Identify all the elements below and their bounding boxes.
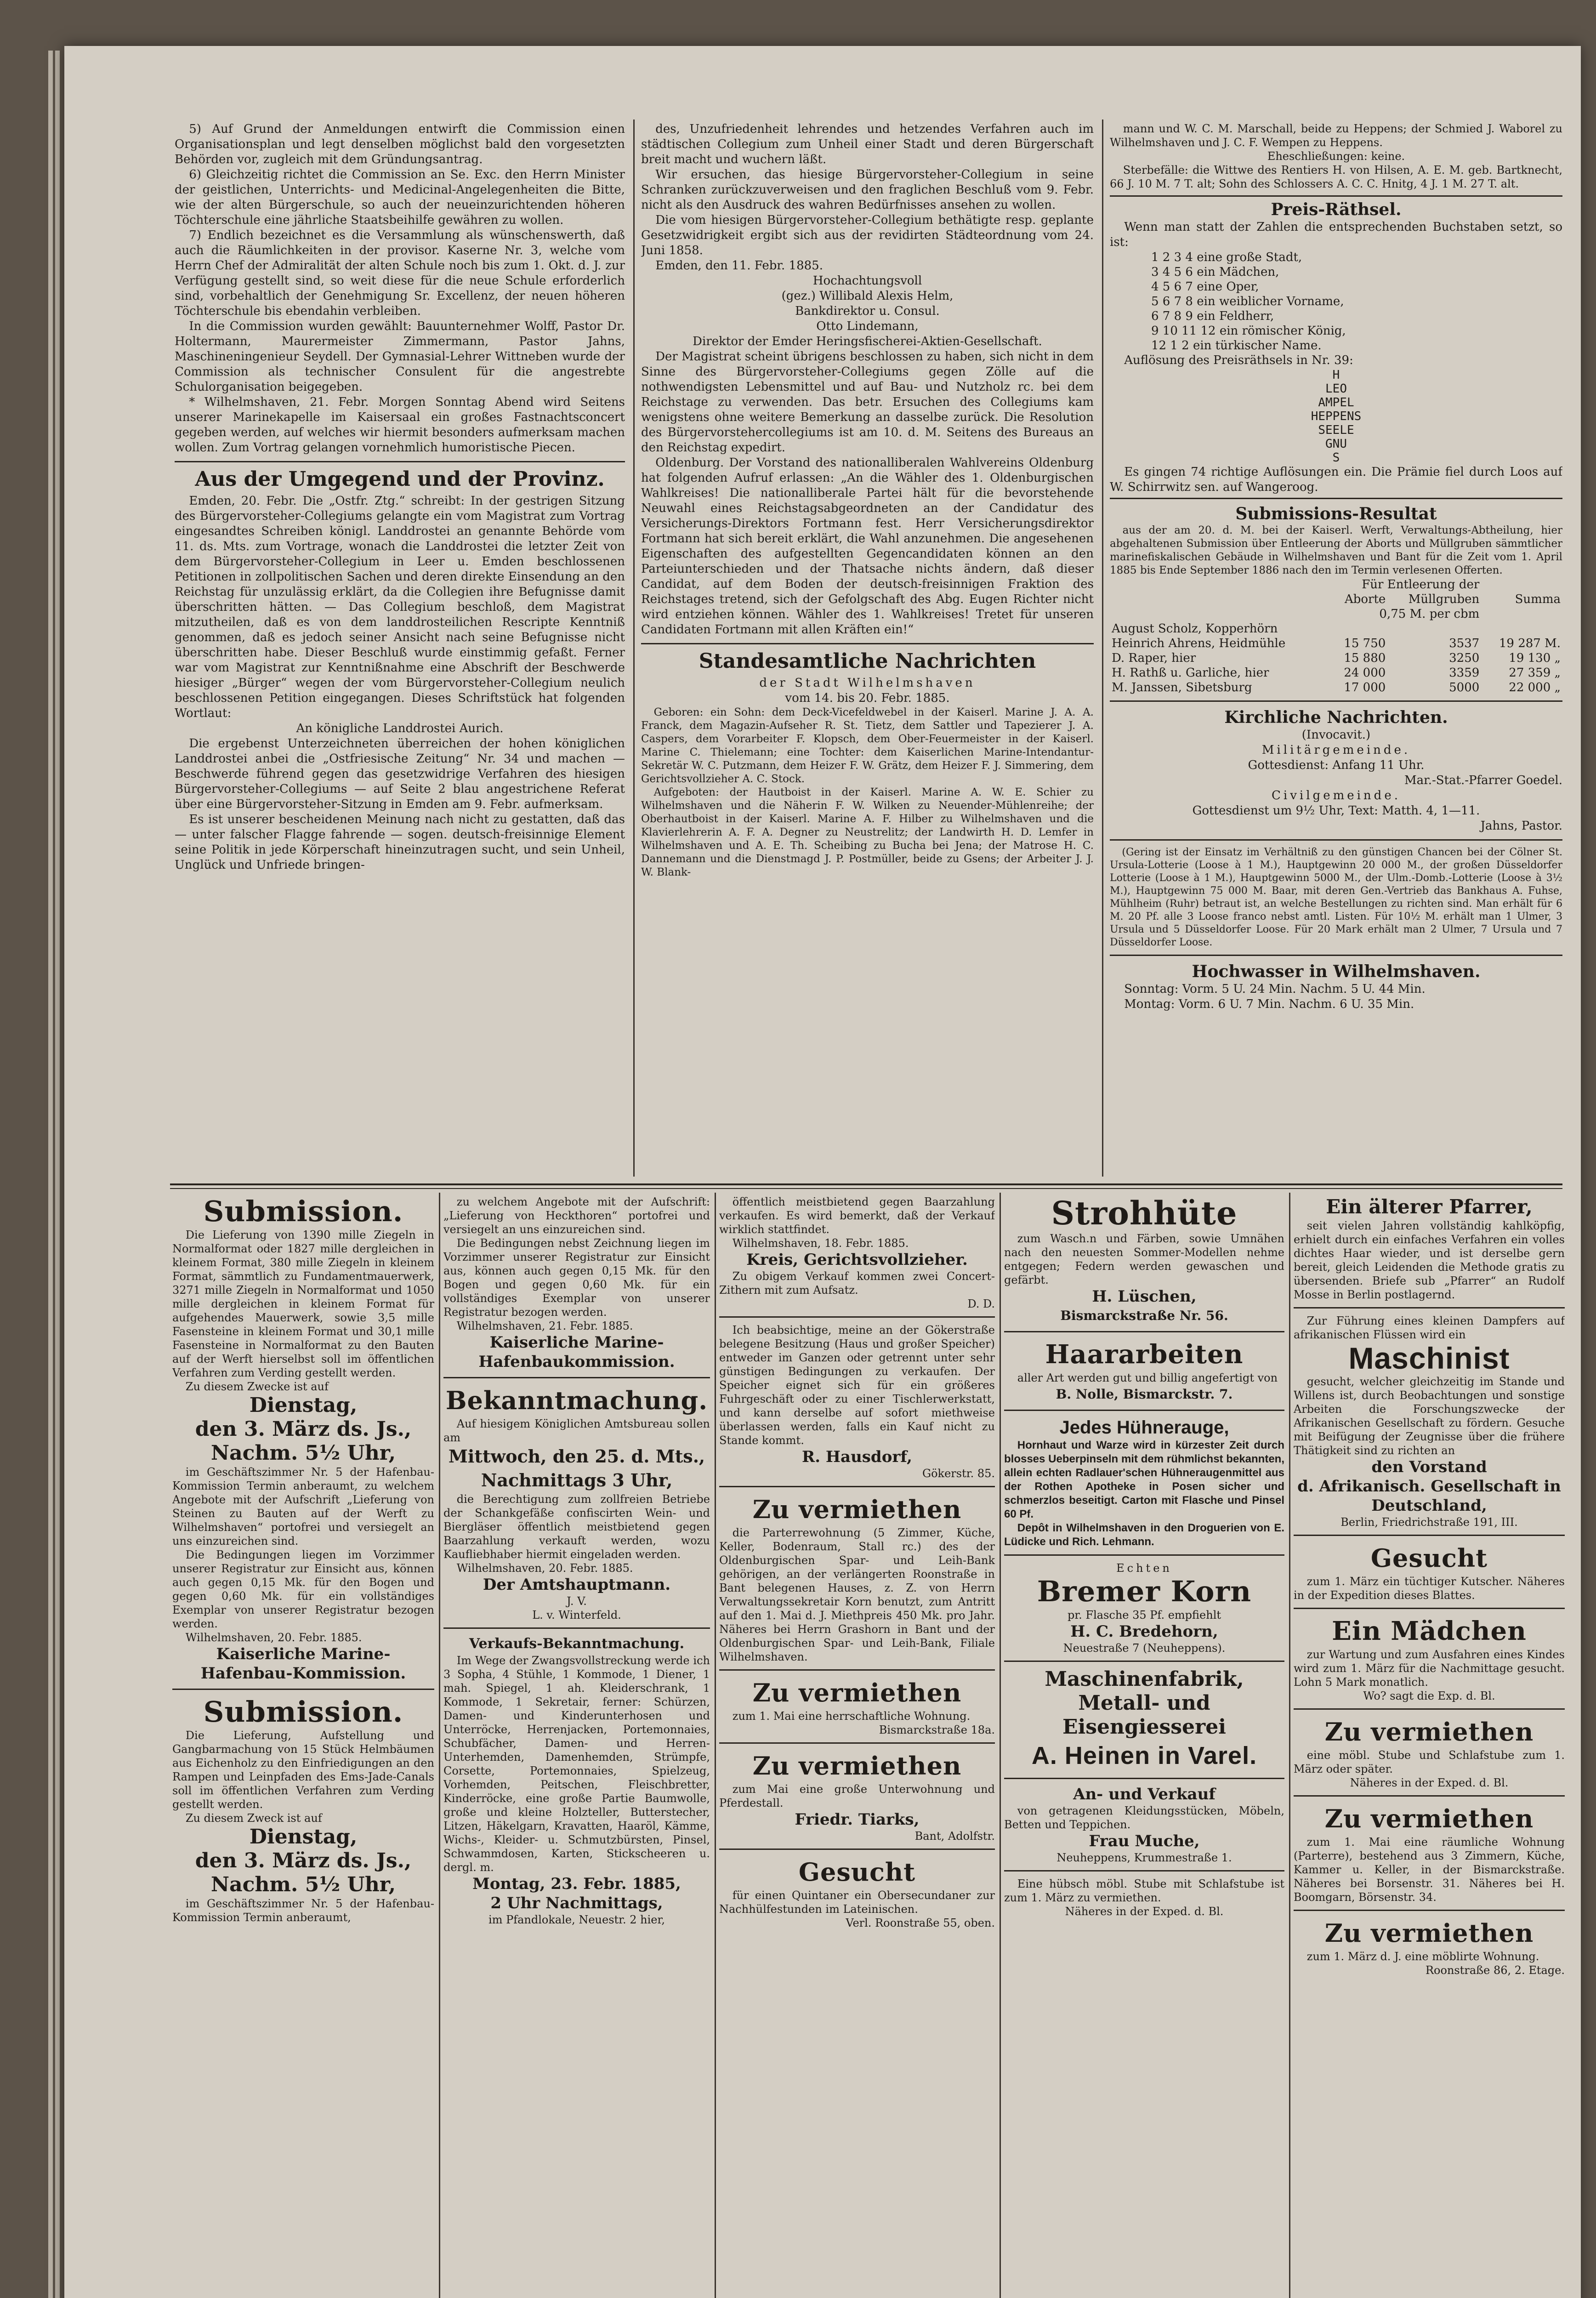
ad-date-line: Montag, 23. Febr. 1885, <box>472 1875 681 1893</box>
tide-title: Hochwasser in Wilhelmshaven. <box>1192 962 1481 981</box>
church-pastor: Mar.-Stat.-Pfarrer Goedel. <box>1404 774 1562 787</box>
table-header: Aborte <box>1344 592 1386 606</box>
signature-line: (gez.) Willibald Alexis Helm, <box>781 289 954 303</box>
table-header: Für Entleerung der <box>1362 578 1480 592</box>
puzzle-solution-label: Auflösung des Preisräthsels in Nr. 39: <box>1124 353 1353 367</box>
ad-title: Ein Mädchen <box>1332 1616 1527 1646</box>
table-cell: M. Janssen, Sibetsburg <box>1112 681 1252 694</box>
ad-text: die Berechtigung zum zollfreien Betriebe der Schankgefäße confiscirten Wein- und Biergläser öffentlich meistbietend gegen Baarzahlung verkauft werden, wozu Kaufliebhaber hiermit eingeladen werden. <box>443 1493 710 1561</box>
ad-date-line: Dienstag, <box>249 1825 358 1849</box>
paragraph: Sterbefälle: die Wittwe des Rentiers H. von Hilsen, A. E. M. geb. Bartknecht, 66 J. 10 M. 7 T. alt; Sohn des Schlossers A. C. C. Hnitg, 4 J. 1 M. 27 T. alt. <box>1110 164 1562 190</box>
puzzle-line: 5 6 7 8 ein weiblicher Vorname, <box>1151 295 1344 308</box>
table-cell: 3537 <box>1449 637 1480 650</box>
puzzle-line: 1 2 3 4 eine große Stadt, <box>1151 250 1302 264</box>
signature-line: Hochachtungsvoll <box>812 274 922 288</box>
table-row <box>1110 621 1562 636</box>
ad-title: Zu vermiethen <box>752 1678 962 1707</box>
ad-text: Zu diesem Zweck ist auf <box>185 1812 322 1825</box>
column-rule <box>633 119 635 1177</box>
table-header: 0,75 M. per cbm <box>1379 607 1480 621</box>
ad-signature: R. Hausdorf, <box>801 1448 913 1466</box>
puzzle-title: Preis-Räthsel. <box>1271 200 1402 219</box>
ad-title: Bremer Korn <box>1037 1575 1252 1608</box>
ad-signature: den Vorstand <box>1371 1458 1487 1476</box>
paragraph: Geboren: ein Sohn: dem Deck-Vicefeldwebel in der Kaiserl. Marine J. A. A. Franck, dem Magazin-Aufseher R. St. Tietz, dem Sattler und Tapezierer J. A. Caspers, dem Vorarbeiter F. Klopsch, dem Ober-Feuermeister in der Kaiserl. Marine C. Thielemann; eine Tochter: dem Kaiserlichen Marine-Intendantur-Sekretär W. C. Putzmann, dem Heizer F. W. Grätz, dem Heizer F. J. Simmering, dem Gerichtsvollzieher A. C. Stock. <box>641 706 1094 785</box>
ad-title: Gesucht <box>1370 1543 1488 1573</box>
ad-text: zum 1. März ein tüchtiger Kutscher. Näheres in der Expedition dieses Blattes. <box>1294 1575 1565 1602</box>
ad-signature: Kaiserliche Marine-Hafenbau-Kommission. <box>200 1645 406 1683</box>
divider <box>641 643 1094 644</box>
divider <box>719 1742 995 1744</box>
column-rule <box>1289 1193 1290 2298</box>
ad-title: Haararbeiten <box>1045 1339 1244 1370</box>
puzzle-grid-row: AMPEL <box>1318 396 1354 410</box>
ad-text: Im Wege der Zwangsvollstreckung werde ich 3 Sopha, 4 Stühle, 1 Kommode, 1 Diener, 1 mah. Spiegel, 1 ah. Kleiderschrank, 1 Kommode, 1 Sekretair, ferner: Schürzen, Damen- und Kinderunterhosen und Unterröcke, Herrenjacken, Portemonnaies, Schubfächer, Damen- und Herren-Unterhemden, Damenhemden, Strümpfe, Corsette, Portemonnaies, Spielzeug, Vorhemden, Peitschen, Fleischbretter, Kinderröcke, eine große Partie Baumwolle, große und kleine Holzteller, Butterstecher, Litzen, Häkelgarn, Kravatten, Haaröl, Kämme, Wichs-, Kleider- u. Schmutzbürsten, Pinsel, Schwammdosen, Karten, Stickscheeren u. dergl. m. <box>443 1654 710 1874</box>
ad-date-line: den 3. März ds. Js., <box>195 1417 412 1441</box>
ad-date-line: Dienstag, <box>249 1394 358 1417</box>
article-column-3 <box>1110 122 1562 1174</box>
ad-text: Eine hübsch möbl. Stube mit Schlafstube ist zum 1. März zu vermiethen. <box>1004 1877 1284 1904</box>
table-cell: 15 880 <box>1344 651 1386 665</box>
ad-date-line: Nachm. 5½ Uhr, <box>210 1873 396 1896</box>
ad-text: Depôt in Wilhelmshaven in den Droguerien von E. Lüdicke und Rich. Lehmann. <box>1004 1522 1284 1548</box>
puzzle-line: 3 4 5 6 ein Mädchen, <box>1151 265 1279 279</box>
submission-result-title: Submissions-Resultat <box>1235 504 1437 523</box>
ad-signature: L. v. Winterfeld. <box>532 1609 621 1621</box>
ad-title: Submission. <box>203 1695 403 1729</box>
table-cell: 15 750 <box>1344 637 1386 650</box>
ad-signature: H. Lüschen, <box>1092 1287 1197 1306</box>
paragraph: Emden, den 11. Febr. 1885. <box>655 259 823 273</box>
table-cell <box>1481 621 1562 636</box>
article-column-2 <box>641 122 1094 1174</box>
table-cell: 27 359 „ <box>1509 666 1561 680</box>
ad-text: Die Lieferung, Aufstellung und Gangbarmachung von 15 Stück Helmbäumen aus Eichenholz zu den Einfriedigungen an den Rampen und Leinpfaden des Ems-Jade-Canals soll im öffentlichen Verfahren zum Verding gestellt werden. <box>172 1729 434 1811</box>
paragraph: Es ist unserer bescheidenen Meinung nach nicht zu gestatten, daß das — unter falscher Flagge fahrende — sogen. deutsch-freisinnige Element seine Politik in jede Körperschaft hineinzutragen sucht, und sein Unheil, Unglück und Unfriede bringen- <box>175 813 625 872</box>
table-row <box>1110 666 1562 680</box>
paragraph: Die ergebenst Unterzeichneten überreichen der hohen königlichen Landdrostei anbei die „Ostfriesische Zeitung“ Nr. 34 und machen — Beschwerde führend gegen das gesetzwidrige Verfahren des hiesigen Bürgervorsteher-Collegiums — auf Seite 2 blau angestrichene Referat über eine Bürgervorsteher-Sitzung in Emden am 9. Febr. aufmerksam. <box>175 737 625 811</box>
stacked-page-edge <box>48 51 53 2298</box>
divider <box>719 1669 995 1671</box>
standesamt-dates: vom 14. bis 20. Febr. 1885. <box>785 691 950 705</box>
divider <box>443 1627 710 1629</box>
ad-title: Gesucht <box>798 1857 916 1887</box>
ad-signature: Friedr. Tiarks, <box>795 1810 920 1829</box>
divider <box>719 1486 995 1487</box>
lottery-notice: (Gering ist der Einsatz im Verhältniß zu den günstigen Chancen bei der Cölner St. Ursula-Lotterie (Loose à 1 M.), Hauptgewinn 20 000 M., der großen Düsseldorfer Lotterie (Loose à 1 M.), Hauptgewinn 5000 M., der Ulm.-Domb.-Lotterie (Loose à 3½ M.), Hauptgewinn 75 000 M. Baar, mit deren Gen.-Vertrieb das Bankhaus A. Fuhse, Mühlheim (Ruhr) betraut ist, an welche Bestellungen zu richten sind. Man erhält für 6 M. 20 Pf. alle 3 Loose franco nebst amtl. Listen. Für 10½ M. erhält man 1 Ulmer, 3 Ursula und 5 Düsseldorfer Loose. Für 20 Mark erhält man 2 Ulmer, 7 Ursula und 7 Düsseldorfer Loose. <box>1110 847 1562 948</box>
puzzle-line: 4 5 6 7 eine Oper, <box>1151 280 1259 294</box>
column-rule <box>1000 1193 1001 2298</box>
ad-text: Ich beabsichtige, meine an der Gökerstraße belegene Besitzung (Haus und großer Speicher) entweder im Ganzen oder getrennt unter sehr günstigen Bedingungen zu verkaufen. Der Speicher eignet sich für ein größeres Fuhrgeschäft oder zu einer Tischlerwerkstatt, und kann derselbe auf sofort miethweise überlassen werden, falls ein Kauf nicht zu Stande kommt. <box>719 1324 995 1447</box>
ad-text: zum 1. März d. J. eine möblirte Wohnung. <box>1306 1950 1539 1963</box>
tide-line: Sonntag: Vorm. 5 U. 24 Min. Nachm. 5 U. 44 Min. <box>1124 982 1426 996</box>
ad-text: gesucht, welcher gleichzeitig im Stande und Willens ist, durch Beobachtungen und sonstige Arbeiten die Forschungszwecke der Afrikanischen Gesellschaft zu fördern. Gesuche mit Beifügung der Zeugnisse über die frühere Thätigkeit sind zu richten an <box>1294 1375 1565 1457</box>
divider <box>1294 1608 1565 1609</box>
table-header: Summa <box>1515 592 1561 606</box>
paragraph: 6) Gleichzeitig richtet die Commission an Se. Exc. den Herrn Minister der geistlichen, Unterrichts- und Medicinal-Angelegenheiten die Bitte, wie der alten Bürgerschule, so auch der neueinzurichtenden höheren Töchterschule eine jährliche Staatsbeihilfe gewähren zu wollen. <box>175 168 625 227</box>
table-cell: 19 287 M. <box>1499 637 1561 650</box>
divider <box>443 1377 710 1378</box>
ad-column-2 <box>443 1195 710 2298</box>
ad-text: Näheres in der Exped. d. Bl. <box>1350 1776 1509 1789</box>
ad-text: zum Mai eine große Unterwohnung und Pferdestall. <box>719 1783 995 1809</box>
ad-date-line: Mittwoch, den 25. d. Mts., <box>448 1446 705 1467</box>
table-row <box>1110 680 1562 695</box>
ad-text: Hornhaut und Warze wird in kürzester Zeit durch blosses Ueberpinseln mit dem rühmlichst bekannten, allein echten Radlauer'schen Hühneraugenmittel aus der Rothen Apotheke in Posen sicher und schmerzlos beseitigt. Carton mit Flasche und Pinsel 60 Pf. <box>1004 1439 1284 1520</box>
paragraph: In die Commission wurden gewählt: Bauunternehmer Wolff, Pastor Dr. Holtermann, Maurermeister Zimmermann, Pastor Jahns, Maschineningenieur Seydell. Der Gymnasial-Lehrer Wittneben wurde der Commission als technischer Consulent für die angestrebte Schulorganisation beigegeben. <box>175 319 625 394</box>
ad-text: Wo? sagt die Exp. d. Bl. <box>1363 1689 1495 1702</box>
ad-text: zum Wasch.n und Färben, sowie Umnähen nach den neuesten Sommer-Modellen nehme entgegen; Federn werden gewaschen und gefärbt. <box>1004 1232 1284 1286</box>
paragraph: Eheschließungen: keine. <box>1267 150 1405 163</box>
ad-column-3 <box>719 1195 995 2298</box>
divider <box>172 1689 434 1690</box>
puzzle-grid-row: H <box>1332 368 1340 382</box>
paragraph: 7) Endlich bezeichnet es die Versammlung als wünschenswerth, daß auch die Räumlichkeiten in der provisor. Kaserne Nr. 3, welche vom Herrn Chef der Admiralität der alten Schule noch bis zum 1. Okt. d. J. zur Verfügung gestellt sind, so weit diese für die neue Schule erforderlich sind, vorbehaltlich der Genehmigung Sr. Excellenz, der neuen höheren Töchterschule bis ebendahin verbleiben. <box>175 228 625 318</box>
divider <box>1294 1910 1565 1911</box>
ad-column-1 <box>172 1195 434 2298</box>
ad-date-line: 2 Uhr Nachmittags, <box>490 1894 663 1912</box>
ad-text: Auf hiesigem Königlichen Amtsbureau sollen am <box>443 1417 710 1444</box>
ad-place-date: Wilhelmshaven, 20. Febr. 1885. <box>185 1631 362 1644</box>
paragraph: * Wilhelmshaven, 21. Febr. Morgen Sonntag Abend wird Seitens unserer Marinekapelle im Kaisersaal ein großes Fastnachtsconcert gegeben werden, auf welches wir hiermit besonders aufmerksam machen wollen. Zum Vortrag gelangen vornehmlich humoristische Piecen. <box>175 395 625 455</box>
table-cell: H. Rathß u. Garliche, hier <box>1112 666 1269 680</box>
ad-signature: H. C. Bredehorn, <box>1070 1622 1218 1641</box>
ad-title: Ein älterer Pfarrer, <box>1326 1195 1533 1218</box>
ad-signature: J. V. <box>567 1595 587 1608</box>
divider <box>1004 1661 1284 1662</box>
ad-place-date: Wilhelmshaven, 20. Febr. 1885. <box>456 1562 633 1575</box>
table-cell: D. Raper, hier <box>1112 651 1196 665</box>
ad-address: Berlin, Friedrichstraße 191, III. <box>1340 1516 1518 1529</box>
table-header <box>1110 607 1330 621</box>
tide-line: Montag: Vorm. 6 U. 7 Min. Nachm. 6 U. 35 Min. <box>1124 997 1414 1011</box>
ad-text: zu welchem Angebote mit der Aufschrift: „Lieferung von Heckthoren“ portofrei und versiegelt an uns einzureichen sind. <box>443 1195 710 1236</box>
divider <box>1004 1331 1284 1332</box>
ad-address: Bismarckstraße 18a. <box>879 1724 995 1736</box>
table-cell: 3250 <box>1449 651 1480 665</box>
paragraph: 5) Auf Grund der Anmeldungen entwirft die Commission einen Organisationsplan und legt denselben möglichst bald den vorgesetzten Behörden vor, zugleich mit dem Gründungsantrag. <box>175 122 625 166</box>
stacked-page-edge <box>55 51 60 2298</box>
ad-title: Zu vermiethen <box>1324 1717 1534 1746</box>
table-cell: Heinrich Ahrens, Heidmühle <box>1112 637 1286 650</box>
ad-signature: Kaiserliche Marine-Hafenbaukommission. <box>478 1333 675 1371</box>
table-header <box>1110 592 1330 607</box>
article-column-1 <box>175 122 625 1174</box>
puzzle-grid-row: HEPPENS <box>1311 410 1362 423</box>
ad-text: Zu obigem Verkauf kommen zwei Concert-Zithern mit zum Aufsatz. <box>719 1270 995 1297</box>
table-cell: 19 130 „ <box>1509 651 1561 665</box>
section-divider <box>170 1183 1562 1185</box>
table-header <box>1110 577 1330 592</box>
ad-signature: D. D. <box>967 1297 995 1310</box>
ad-text: im Pfandlokale, Neuestr. 2 hier, <box>488 1913 665 1926</box>
table-cell: 5000 <box>1449 681 1480 694</box>
table-row <box>1110 651 1562 666</box>
column-rule <box>1102 119 1103 1177</box>
puzzle-grid-row: SEELE <box>1318 423 1354 437</box>
ad-text: im Geschäftszimmer Nr. 5 der Hafenbau-Kommission Termin anberaumt, <box>172 1897 434 1924</box>
church-subtitle: (Invocavit.) <box>1301 728 1371 742</box>
ad-date-line: Nachm. 5½ Uhr, <box>210 1441 396 1465</box>
ad-title: An- und Verkauf <box>1073 1785 1215 1803</box>
puzzle-grid-row: GNU <box>1325 437 1347 451</box>
ad-column-5 <box>1294 1195 1565 2298</box>
ad-date-line: Nachmittags 3 Uhr, <box>481 1470 673 1490</box>
ad-title: Zu vermiethen <box>752 1495 962 1524</box>
paragraph: An königliche Landdrostei Aurich. <box>296 722 504 735</box>
ad-text: Die Bedingungen nebst Zeichnung liegen im Vorzimmer unserer Registratur zur Einsicht aus, können auch gegen 0,15 Mk. für den Bogen und gegen 0,60 Mk. für ein vollständiges Exemplar von unserer Registratur bezogen werden. <box>443 1237 710 1319</box>
table-cell: 3359 <box>1449 666 1480 680</box>
ad-firm: A. Heinen in Varel. <box>1031 1742 1257 1769</box>
divider <box>1110 839 1562 841</box>
table-header <box>1481 607 1562 621</box>
puzzle-line: 12 1 2 ein türkischer Name. <box>1151 339 1322 353</box>
divider <box>1294 1535 1565 1536</box>
ad-place-date: Wilhelmshaven, 18. Febr. 1885. <box>732 1237 909 1250</box>
ad-text: zum 1. Mai eine räumliche Wohnung (Parterre), bestehend aus 3 Zimmern, Küche, Kammer u. Keller, in der Bismarckstraße. Näheres bei Borsenstr. 31. Näheres bei H. Boomgarn, Börsenstr. 34. <box>1294 1836 1565 1904</box>
signature-line: Bankdirektor u. Consul. <box>795 304 940 318</box>
divider <box>1004 1554 1284 1556</box>
ad-place-date: Wilhelmshaven, 21. Febr. 1885. <box>456 1320 633 1332</box>
church-service: Gottesdienst: Anfang 11 Uhr. <box>1248 758 1425 772</box>
ad-date-line: den 3. März ds. Js., <box>195 1849 412 1872</box>
puzzle-result: Es gingen 74 richtige Auflösungen ein. Die Prämie fiel durch Loos auf W. Schirrwitz sen. auf Wangeroog. <box>1110 465 1562 494</box>
submission-intro: aus der am 20. d. M. bei der Kaiserl. Werft, Verwaltungs-Abtheilung, hier abgehaltenen Submission über Entleerung der Aborts und Müllgruben sämmtlicher marinefiskalischen Gebäude in Wilhelmshaven und Bant für die Zeit vom 1. April 1885 bis Ende September 1886 nach den im Termin verlesenen Offerten. <box>1110 524 1562 576</box>
puzzle-intro: Wenn man statt der Zahlen die entsprechenden Buchstaben setzt, so ist: <box>1110 220 1562 249</box>
divider <box>1004 1410 1284 1411</box>
divider <box>1294 1307 1565 1308</box>
standesamt-subtitle: der Stadt Wilhelmshaven <box>759 676 976 690</box>
divider <box>719 1849 995 1850</box>
signature-line: Otto Lindemann, <box>816 319 919 333</box>
ad-text: zum 1. Mai eine herrschaftliche Wohnung. <box>732 1710 971 1723</box>
table-cell <box>1387 621 1481 636</box>
ad-title: Verkaufs-Bekanntmachung. <box>469 1636 685 1652</box>
ad-address: Verl. Roonstraße 55, oben. <box>846 1917 995 1929</box>
divider <box>1110 955 1562 956</box>
divider <box>1004 1778 1284 1779</box>
puzzle-line: 9 10 11 12 ein römischer König, <box>1151 324 1346 338</box>
ad-signature: B. Nolle, Bismarckstr. 7. <box>1056 1387 1233 1402</box>
submission-table <box>1110 577 1562 695</box>
ad-title: Bekanntmachung. <box>445 1386 708 1415</box>
ad-text: die Parterrewohnung (5 Zimmer, Küche, Keller, Bodenraum, Stall rc.) des der Oldenburgischen Spar- und Leih-Bank gehörigen, an der verlängerten Roonstraße in Bant belegenen Hauses, z. Z. von Herrn Verwaltungssekretair Korn benutzt, zum Antritt auf den 1. Mai d. J. Miethpreis 450 Mk. pro Jahr. Näheres bei Herrn Grashorn in Bant und der Oldenburgischen Spar- und Leih-Bank, Filiale Wilhelmshaven. <box>719 1526 995 1663</box>
signature-line: Direktor der Emder Heringsfischerei-Aktien-Gesellschaft. <box>693 335 1042 348</box>
ad-text: pr. Flasche 35 Pf. empfiehlt <box>1067 1609 1221 1621</box>
ad-title: Maschinist <box>1348 1341 1510 1375</box>
ad-title: Zu vermiethen <box>1324 1804 1534 1833</box>
puzzle-grid-row: S <box>1332 451 1340 465</box>
church-congregation: Civilgemeinde. <box>1272 789 1401 802</box>
ad-text: Zu diesem Zwecke ist auf <box>185 1380 329 1393</box>
ad-address: Neuheppens, Krummestraße 1. <box>1056 1851 1232 1864</box>
ad-text: Näheres in der Exped. d. Bl. <box>1065 1905 1224 1918</box>
ad-title: Zu vermiethen <box>752 1751 962 1780</box>
ad-text: von getragenen Kleidungsstücken, Möbeln, Betten und Teppichen. <box>1004 1804 1284 1831</box>
puzzle-line: 6 7 8 9 ein Feldherr, <box>1151 309 1274 323</box>
ad-title: Submission. <box>203 1195 403 1228</box>
table-cell <box>1330 621 1387 636</box>
puzzle-box <box>1110 195 1562 499</box>
divider <box>1294 1708 1565 1710</box>
column-rule <box>715 1193 716 2298</box>
church-pastor: Jahns, Pastor. <box>1480 819 1562 833</box>
ad-text: aller Art werden gut und billig angefertigt von <box>1017 1371 1278 1384</box>
church-congregation: Militärgemeinde. <box>1261 743 1411 757</box>
divider <box>1110 700 1562 702</box>
ad-title: Strohhüte <box>1051 1195 1238 1232</box>
ad-text: öffentlich meistbietend gegen Baarzahlung verkaufen. Es wird bemerkt, daß der Verkauf wirklich stattfindet. <box>719 1195 995 1236</box>
divider <box>1294 1795 1565 1797</box>
table-cell: 17 000 <box>1344 681 1386 694</box>
paragraph: Wir ersuchen, das hiesige Bürgervorsteher-Collegium in seine Schranken zurückzuverweisen und den fraglichen Beschluß vom 9. Febr. nicht als den Ausdruck des wahren Bedürfnisses ansehen zu wollen. <box>641 168 1094 212</box>
ad-text: Die Lieferung von 1390 mille Ziegeln in Normalformat oder 1827 mille dergleichen in kleinem Format, 380 mille Ziegeln in kleinem Format, sämmtlich zu Fundamentmauerwerk, 3271 mille Ziegeln in Normalformat und 1050 mille dergleichen in kleinem Format für aufgehendes Mauerwerk, sowie 3,5 mille Fasensteine in kleinem Format und 30,1 mille Fasensteine in Normalformat zu den Bauten auf der Werft hierselbst soll im öffentlichen Verfahren zum Verding gestellt werden. <box>172 1229 434 1379</box>
ad-address: Bant, Adolfstr. <box>914 1830 995 1843</box>
ad-address: Neuestraße 7 (Neuheppens). <box>1063 1642 1226 1655</box>
ad-title: Jedes Hühnerauge, <box>1059 1417 1229 1438</box>
section-divider <box>170 1188 1562 1189</box>
ad-column-4 <box>1004 1195 1284 2298</box>
paragraph: Aufgeboten: der Hautboist in der Kaiserl. Marine A. W. E. Schier zu Wilhelmshaven und die Näherin F. W. Wilken zu Neuender-Mühlenreihe; der Oberhautboist in der Kaiserl. Marine A. F. Hilber zu Wilhelmshaven und die Klavierlehrerin A. F. A. Degner zu Neustrelitz; der Landwirth H. D. Lemfer in Wilhelmshaven und A. E. Th. Scheibing zu Bucha bei Jena; der Matrose H. C. Dannemann und die Dienstmagd J. P. Postmüller, beide zu Gsens; der Arbeiter J. J. W. Blank- <box>641 786 1094 878</box>
ad-text: eine möbl. Stube und Schlafstube zum 1. März oder später. <box>1294 1749 1565 1775</box>
table-cell: 24 000 <box>1344 666 1386 680</box>
divider <box>175 461 625 462</box>
table-header: Müllgruben <box>1408 592 1480 606</box>
paragraph: mann und W. C. M. Marschall, beide zu Heppens; der Schmied J. Waborel zu Wilhelmshaven und J. C. F. Wempen zu Heppens. <box>1110 122 1562 149</box>
ad-signature: Frau Muche, <box>1089 1832 1200 1850</box>
ad-text: Echten <box>1116 1562 1172 1575</box>
paragraph: Oldenburg. Der Vorstand des nationalliberalen Wahlvereins Oldenburg hat folgenden Aufruf erlassen: „An die Wähler des 1. Oldenburgischen Wahlkreises! Die nationalliberale Partei hält für die bevorstehende Neuwahl eines Reichstagsabgeordneten an der Candidatur des Versicherungs-Direktors Fortmann fest. Herr Versicherungsdirektor Fortmann hat sich bereit erklärt, die Wahl anzunehmen. Die angesehenen Eigenschaften des aufgestellten Gegencandidaten können an den Parteiunterschieden und der Thatsache nichts ändern, daß dieser Candidat, auf dem Boden der deutsch-freisinnigen Fraktion des Reichstages tretend, sich der Gefolgschaft des Abg. Eugen Richter nicht wird entziehen können. Wähler des 1. Wahlkreises! Tretet für unseren Candidaten Fortmann mit allen Kräften ein!“ <box>641 456 1094 637</box>
ad-text: Zur Führung eines kleinen Dampfers auf afrikanischen Flüssen wird ein <box>1294 1314 1565 1341</box>
table-cell: 22 000 „ <box>1509 681 1561 694</box>
divider <box>1004 1870 1284 1871</box>
column-rule <box>439 1193 440 2298</box>
table-cell: August Scholz, Kopperhörn <box>1112 622 1278 636</box>
standesamt-title: Standesamtliche Nachrichten <box>699 649 1036 673</box>
church-title: Kirchliche Nachrichten. <box>1224 708 1448 727</box>
section-title: Aus der Umgegend und der Provinz. <box>195 467 605 491</box>
ad-title: Zu vermiethen <box>1324 1918 1534 1948</box>
table-row <box>1110 636 1562 651</box>
paragraph: Der Magistrat scheint übrigens beschlossen zu haben, sich nicht in dem Sinne des Bürgervorsteher-Collegiums gegen Zölle auf die nothwendigsten Lebensmittel und auf Bau- und Nutzholz rc. bei dem Reichstage zu verwenden. Das betr. Ersuchen des Collegiums kam wenigstens ohne weitere Bemerkung an dasselbe zurück. Die Resolution des Bürgervorstehercollegiums ist am 10. d. M. Seitens des Bureaus an den Reichstag expedirt. <box>641 350 1094 455</box>
ad-signature: Der Amtshauptmann. <box>483 1576 671 1594</box>
ad-title: Maschinenfabrik, Metall- und Eisengiesserei <box>1045 1667 1244 1739</box>
ad-address: Roonstraße 86, 2. Etage. <box>1425 1964 1565 1977</box>
puzzle-grid-row: LEO <box>1325 382 1347 396</box>
paragraph: Emden, 20. Febr. Die „Ostfr. Ztg.“ schreibt: In der gestrigen Sitzung des Bürgervorsteher-Collegiums gelangte ein vom Magistrat zum Vortrag eingesandtes Schreiben königl. Landdrostei an genannte Behörde vom 11. ds. Mts. zum Vortrage, wonach die Landdrostei die letzter Zeit von dem Bürgervorsteher-Collegium in Leer u. Emden beschlossenen Petitionen in zollpolitischen Sachen und deren direkte Einsendung an den Reichstag für unzulässig erklärt, da die Collegien ihre Befugnisse damit überschritten hätten. — Das Collegium beschloß, dem Magistrat mitzutheilen, daß es von dem landdrosteilichen Rescripte Kenntniß genommen, daß es jedoch seiner Ansicht nach seine Befugnisse nicht überschritten habe. Dieser Beschluß wurde einstimmig gefaßt. Ferner war vom Magistrat zur Kenntnißnahme eine Abschrift der Beschwerde hiesiger „Bürger“ wegen der vom Bürgervorsteher-Collegium neulich beschlossenen Petition eingegangen. Dieses Schriftstück hat folgenden Wortlaut: <box>175 494 625 720</box>
paragraph: Die vom hiesigen Bürgervorsteher-Collegium bethätigte resp. geplante Gesetzwidrigkeit ergibt sich aus der revidirten Städteordnung vom 24. Juni 1858. <box>641 213 1094 257</box>
ad-text: seit vielen Jahren vollständig kahlköpfig, erhielt durch ein einfaches Verfahren ein volles dichtes Haar wieder, und ist derselbe gern bereit, gleich Leidenden die Methode gratis zu übersenden. Briefe sub „Pfarrer“ an Rudolf Mosse in Berlin postlagernd. <box>1294 1219 1565 1301</box>
ad-address: Bismarckstraße Nr. 56. <box>1060 1308 1228 1323</box>
ad-text: im Geschäftszimmer Nr. 5 der Hafenbau-Kommission Termin anberaumt, zu welchem Angebote mit der Aufschrift „Lieferung von Steinen zu Bauten auf der Werft zu Wilhelmshaven“ portofrei und versiegelt an uns einzureichen sind. <box>172 1466 434 1547</box>
ad-text: Die Bedingungen liegen im Vorzimmer unserer Registratur zur Einsicht aus, können auch gegen 0,15 Mk. für den Bogen und gegen 0,60 Mk. für ein vollständiges Exemplar von unserer Registratur bezogen werden. <box>172 1548 434 1630</box>
church-service: Gottesdienst um 9½ Uhr, Text: Matth. 4, 1—11. <box>1192 804 1480 818</box>
ad-address: Gökerstr. 85. <box>922 1467 995 1480</box>
ad-text: für einen Quintaner ein Obersecundaner zur Nachhülfestunden im Lateinischen. <box>719 1889 995 1916</box>
ad-text: zur Wartung und zum Ausfahren eines Kindes wird zum 1. März für die Nachmittage gesucht. Lohn 5 Mark monatlich. <box>1294 1648 1565 1689</box>
ad-signature: Kreis, Gerichtsvollzieher. <box>746 1251 968 1269</box>
table-header <box>1481 577 1562 592</box>
divider <box>719 1316 995 1318</box>
ad-signature: d. Afrikanisch. Gesellschaft in Deutschland, <box>1297 1477 1561 1515</box>
paragraph: des, Unzufriedenheit lehrendes und hetzendes Verfahren auch im städtischen Collegium zum Unheil einer Stadt und deren Bürgerschaft breit macht und wuchern läßt. <box>641 122 1094 166</box>
